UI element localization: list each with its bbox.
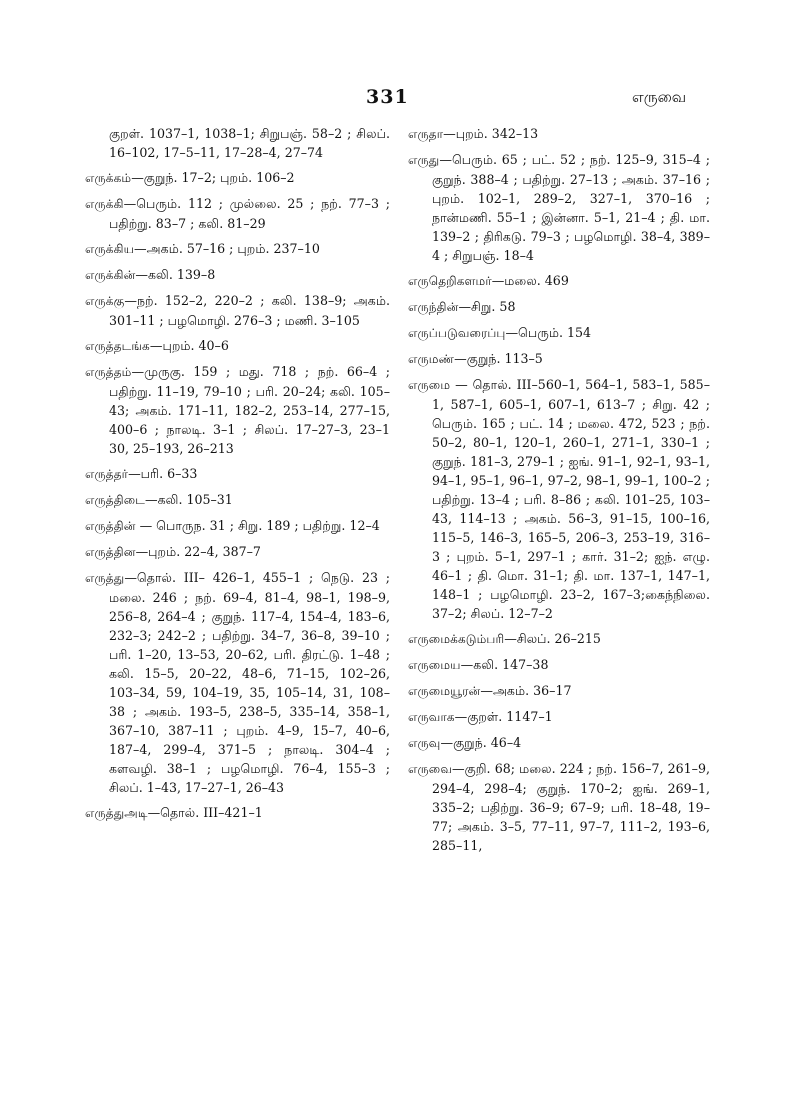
entry-references: —குறுந். 17–2; புறம். 106–2: [131, 170, 295, 185]
entry-references: —மலை. 469: [491, 273, 569, 288]
entry-references: —கலி. 139–8: [135, 267, 216, 282]
index-entry: [85, 542, 390, 562]
entry-headword: எருப்படுவரைப்பு: [408, 326, 506, 340]
entry-references: —சிலப். 26–215: [504, 631, 601, 646]
entry-references: —குறி. 68; மலை. 224 ; நற். 156–7, 261–9, 294–4, 298–4; குறுந். 170–2; ஐங். 269–1, 335–2; பதிற்று. 36–9; 67–9; பரி. 18–48, 19–77; அகம். 3–5, 77–11, 97–7, 111–2, 193–6, 285–11,: [432, 761, 710, 853]
entry-headword: எருக்கிய: [85, 242, 135, 256]
entry-references: —தொல். III– 426–1, 455–1 ; நெடு. 23 ; மலை. 246 ; நற். 69–4, 81–4, 98–1, 198–9, 256–8, 264–4 ; குறுந். 117–4, 154–4, 183–6, 232–3; 242–2 ; பதிற்று. 34–7, 36–8, 39–10 ; பரி. 1–20, 13–53, 20–62, பரி. திரட்டு. 1–48 ; கலி. 15–5, 20–22, 48–6, 71–15, 102–26, 103–34, 59, 104–19, 35, 105–14, 31, 108–38 ; அகம். 193–5, 238–5, 335–14, 358–1, 367–10, 387–11 ; புறம். 4–9, 15–7, 40–6, 187–4, 299–4, 371–5 ; நாலடி. 304–4 ; களவழி. 38–1 ; பழமொழி. 76–4, 155–3 ; சிலப். 1–43, 17–27–1, 26–43: [109, 570, 390, 795]
entry-headword: எருத்தர்: [85, 467, 129, 481]
entry-headword: எருமண்: [408, 352, 455, 366]
entry-references: —புறம். 40–6: [149, 338, 229, 353]
entry-references: —அகம். 57–16 ; புறம். 237–10: [134, 241, 320, 256]
index-entry: [408, 759, 710, 855]
entry-references: —பெரும். 65 ; பட். 52 ; நற். 125–9, 315–4 ; குறுந். 388–4 ; பதிற்று. 27–13 ; அகம். 37–16 ; புறம். 102–1, 289–2, 327–1, 370–16 ; நான்மணி. 55–1 ; இன்னா. 5–1, 21–4 ; தி. மா. 139–2 ; திரிகடு. 79–3 ; பழமொழி. 38–4, 389–4 ; சிறுபஞ். 18–4: [432, 152, 710, 263]
index-entry: [408, 323, 710, 343]
index-entry: [85, 291, 390, 330]
entry-headword: எருது: [408, 153, 440, 167]
index-entry: [408, 707, 710, 727]
index-entry: [85, 803, 390, 823]
entry-references: — பொருந. 31 ; சிறு. 189 ; பதிற்று. 12–4: [135, 518, 380, 533]
index-entry: [408, 349, 710, 369]
entry-headword: எருக்கு: [85, 294, 125, 308]
index-entry: [408, 150, 710, 265]
entry-references: —பரி. 6–33: [128, 466, 198, 481]
index-entry: [408, 124, 710, 144]
index-entry: [408, 375, 710, 623]
entry-references: —அகம். 36–17: [480, 683, 572, 698]
index-entry: [408, 297, 710, 317]
entry-references: —தொல். III–421–1: [147, 805, 263, 820]
index-entry: [85, 362, 390, 458]
entry-headword: எருமைக்கடும்பரி: [408, 632, 505, 646]
entry-references: —புறம். 22–4, 387–7: [135, 544, 261, 559]
entry-references: குறள். 1037–1, 1038–1; சிறுபஞ். 58–2 ; சிலப். 16–102, 17–5–11, 17–28–4, 27–74: [109, 126, 390, 160]
index-entry: [408, 733, 710, 753]
entry-headword: எருமைய: [408, 658, 461, 672]
entry-headword: எருத்தின்: [85, 519, 136, 533]
entry-headword: எருமையூரன்: [408, 684, 481, 698]
entry-headword: எருத்திடை: [85, 493, 145, 507]
entry-headword: எருத்துஅடி: [85, 806, 148, 820]
entry-headword: எருமை: [408, 378, 451, 392]
right-column: [408, 124, 710, 861]
left-column: [85, 124, 390, 829]
entry-references: —முருகு. 159 ; மது. 718 ; நற். 66–4 ; பதிற்று. 11–19, 79–10 ; பரி. 20–24; கலி. 105–43; அகம். 171–11, 182–2, 253–14, 277–15, 400–6 ; நாலடி. 3–1 ; சிலப். 17–27–3, 23–1 30, 25–193, 26–213: [109, 364, 390, 456]
entry-references: —நற். 152–2, 220–2 ; கலி. 138–9; அகம். 301–11 ; பழமொழி. 276–3 ; மணி. 3–105: [109, 293, 390, 328]
entry-headword: எருத்தடங்க: [85, 339, 150, 353]
index-entry: [85, 568, 390, 797]
entry-headword: எருதா: [408, 127, 444, 141]
entry-references: —பெரும். 112 ; முல்லை. 25 ; நற். 77–3 ; பதிற்று. 83–7 ; கலி. 81–29: [109, 196, 390, 231]
entry-headword: எருவை: [408, 762, 453, 776]
entry-references: —குறுந். 46–4: [440, 735, 522, 750]
index-entry: [85, 490, 390, 510]
index-entry: [85, 336, 390, 356]
entry-headword: எருத்தின: [85, 545, 136, 559]
index-entry: [408, 681, 710, 701]
entry-headword: எருத்தம்: [85, 365, 132, 379]
index-entry: [85, 239, 390, 259]
entry-headword: எருக்கின்: [85, 268, 136, 282]
index-entry: [85, 194, 390, 233]
entry-headword: எருக்கம்: [85, 171, 132, 185]
entry-headword: எருக்கி: [85, 197, 124, 211]
page-number: 331: [366, 86, 409, 108]
index-entry: [85, 124, 390, 162]
entry-references: —கலி. 147–38: [460, 657, 549, 672]
entry-references: —சிறு. 58: [458, 299, 516, 314]
index-entry: [85, 168, 390, 188]
entry-references: —குறுந். 113–5: [454, 351, 543, 366]
entry-references: —புறம். 342–13: [443, 126, 539, 141]
index-entry: [408, 629, 710, 649]
entry-headword: எருவாக: [408, 710, 455, 724]
entry-references: —கலி. 105–31: [144, 492, 233, 507]
entry-references: —பெரும். 154: [505, 325, 592, 340]
entry-headword: எருவு: [408, 736, 441, 750]
index-entry: [408, 271, 710, 291]
running-head: எருவை: [632, 88, 687, 106]
index-entry: [408, 655, 710, 675]
entry-references: — தொல். III–560–1, 564–1, 583–1, 585–1, 587–1, 605–1, 607–1, 613–7 ; சிறு. 42 ; பெரும். 165 ; பட். 14 ; மலை. 472, 523 ; நற். 50–2, 80–1, 120–1, 260–1, 271–1, 330–1 ; குறுந். 181–3, 279–1 ; ஐங். 91–1, 92–1, 93–1, 94–1, 95–1, 96–1, 97–2, 98–1, 99–1, 100–2 ; பதிற்று. 13–4 ; பரி. 8–86 ; கலி. 101–25, 103–43, 114–13 ; அகம். 56–3, 91–15, 100–16, 115–5, 146–3, 165–5, 206–3, 253–19, 316–3 ; புறம். 5–1, 297–1 ; கார். 31–2; ஐந். எழு. 46–1 ; தி. மொ. 31–1; தி. மா. 137–1, 147–1, 148–1 ; பழமொழி. 23–2, 167–3;கைந்நிலை. 37–2; சிலப். 12–7–2: [432, 377, 710, 621]
index-entry: [85, 516, 390, 536]
index-entry: [85, 265, 390, 285]
entry-headword: எருத்து: [85, 571, 125, 585]
entry-headword: எருந்தின்: [408, 300, 459, 314]
index-entry: [85, 464, 390, 484]
entry-headword: எருதெறிகளமர்: [408, 274, 492, 288]
entry-references: —குறள். 1147–1: [454, 709, 553, 724]
